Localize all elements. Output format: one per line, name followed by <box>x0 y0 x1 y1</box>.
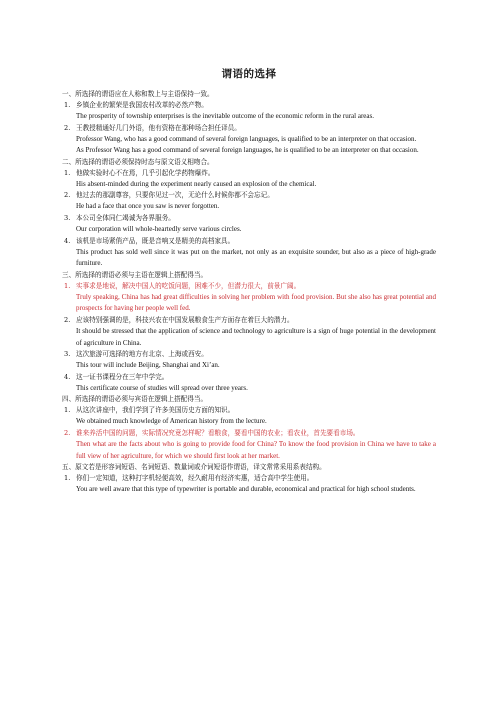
chinese-sentence <box>62 372 436 383</box>
english-translation: We obtained much knowledge of American history from the lecture. <box>76 417 267 426</box>
page-title: 谓语的选择 <box>221 68 277 80</box>
chinese-text: 从这次讲座中，我们学到了许多美国历史方面的知识。 <box>76 406 235 415</box>
chinese-sentence <box>62 428 436 439</box>
english-translation: Professor Wang, who has a good command of several foreign languages, is qualified to be an interpreter on that occasion. <box>76 134 417 143</box>
chinese-sentence <box>62 405 436 416</box>
chinese-sentence <box>62 349 436 360</box>
chinese-sentence <box>62 168 436 179</box>
chinese-text: 实事求是地说，解决中国人的吃饭问题，困难不少，但潜力很大，前景广阔。 <box>76 281 301 290</box>
english-translation: This product has sold well since it was put on the market, not only as an exquisite sounder, but also as a piece of high-grade furniture. <box>76 247 436 268</box>
english-translation: As Professor Wang has a good command of several foreign languages, he is qualified to be an interpreter on that occasion. <box>76 146 419 155</box>
chinese-sentence <box>62 315 436 326</box>
chinese-sentence <box>62 473 436 484</box>
document-body <box>62 89 436 496</box>
item-number: 3. <box>64 213 71 222</box>
item-number: 1. <box>64 101 71 109</box>
chinese-text: 这次旅游可选择的地方有北京、上海或西安。 <box>76 350 208 359</box>
english-translation: It should be stressed that the application of science and technology to agriculture is a sign of huge potential in the development of agriculture in China. <box>76 326 436 347</box>
chinese-text: 他过去的那副尊容，只要你见过一次，无论什么时候你都不会忘记。 <box>76 191 274 200</box>
chinese-sentence <box>62 190 436 201</box>
section-heading: 五、原文若是形容词短语、名词短语、数量词或介词短语作谓语，译文常常采用系表结构。 <box>62 463 326 472</box>
chinese-text: 这一证书课程分在三年中学完。 <box>76 372 169 381</box>
item-number: 2. <box>64 191 71 200</box>
chinese-text: 本公司全体同仁竭诚为各界服务。 <box>76 213 175 222</box>
chinese-sentence <box>62 100 436 111</box>
section-heading: 一、所选择的谓语应在人称和数上与主语保持一致。 <box>62 90 214 98</box>
item-number: 1. <box>64 168 71 177</box>
chinese-sentence <box>62 236 436 247</box>
item-number: 1. <box>64 474 71 483</box>
section-heading: 三、所选择的谓语必须与主语在逻辑上搭配得当。 <box>62 270 208 279</box>
chinese-text: 他做实验时心不在焉，几乎引起化学药物爆炸。 <box>76 168 215 177</box>
english-translation: Then what are the facts about who is going to provide food for China? To know the food provision in China we have to take a full view of her agriculture, for which we should first look at her market. <box>76 439 436 460</box>
chinese-text: 该机是市场紧俏产品，既是音响又是精美的高档家具。 <box>76 236 235 245</box>
chinese-text: 你们一定知道，这种打字机轻便高效，经久耐用有经济实惠，适合高中学生使用。 <box>76 474 314 483</box>
item-number: 1. <box>64 406 71 415</box>
english-translation: Our corporation will whole-heartedly serve various circles. <box>76 224 242 233</box>
english-translation: He had a face that once you saw is never forgotten. <box>76 202 220 211</box>
chinese-sentence <box>62 213 436 224</box>
item-number: 4. <box>64 372 71 381</box>
english-translation: You are well aware that this type of typewriter is portable and durable, economical and practical for high school students. <box>76 485 416 494</box>
item-number: 4. <box>64 236 71 245</box>
english-translation: Truly speaking, China has had great difficulties in solving her problem with food provision. But she also has great potential and prospects for having her people well fed. <box>76 292 436 313</box>
item-number: 2. <box>64 428 71 437</box>
chinese-text: 王教授精通好几门外语，他有资格在那种场合担任译员。 <box>76 123 241 132</box>
item-number: 3. <box>64 350 71 359</box>
chinese-text: 谁来养活中国的问题，实际情况究竟怎样呢？看粮食，要看中国的农业；看农业，首先要看市场。 <box>76 428 360 437</box>
section-heading: 四、所选择的谓语必须与宾语在逻辑上搭配得当。 <box>62 395 208 404</box>
english-translation: This certificate course of studies will spread over three years. <box>76 383 248 392</box>
english-translation: The prosperity of township enterprises is the inevitable outcome of the economic reform in the rural areas. <box>76 112 374 120</box>
section-heading: 二、所选择的谓语必须保持时态与原文语义相吻合。 <box>62 157 214 166</box>
chinese-text: 乡镇企业的繁荣是我国农村改革的必然产物。 <box>76 101 208 109</box>
english-translation: His absent-minded during the experiment nearly caused an explosion of the chemical. <box>76 179 317 188</box>
english-translation: This tour will include Beijing, Shanghai and Xi’an. <box>76 361 220 370</box>
chinese-sentence <box>62 123 436 134</box>
item-number: 1. <box>64 281 71 290</box>
chinese-sentence <box>62 281 436 292</box>
chinese-text: 应该特别强调的是，科技兴农在中国发展粮食生产方面存在着巨大的潜力。 <box>76 315 294 324</box>
item-number: 2. <box>64 123 71 132</box>
item-number: 2. <box>64 315 71 324</box>
